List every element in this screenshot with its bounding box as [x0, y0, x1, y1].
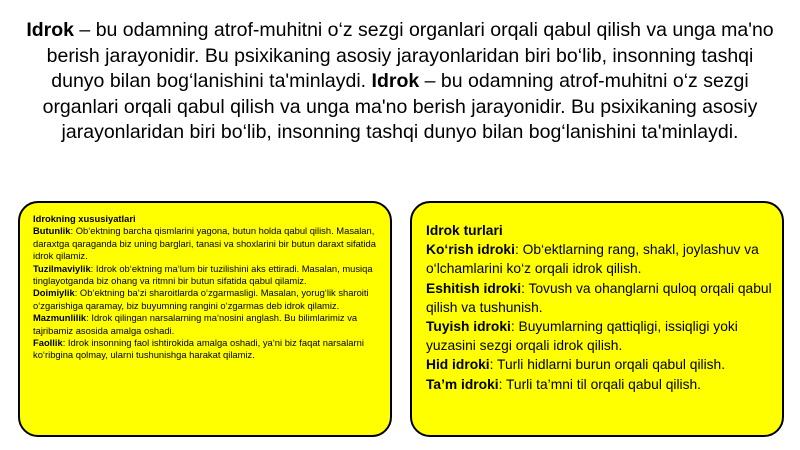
type-item — [426, 240, 772, 278]
property-term: Doimiylik — [33, 287, 75, 299]
property-item — [33, 337, 380, 362]
property-term: Faollik — [33, 337, 63, 349]
property-term: Tuzilmaviylik — [33, 262, 91, 274]
property-text: : Idrok qilingan narsalarning ma‘nosini anglash. Bu bilimlarimiz va tajribamiz asosida amalga oshadi. — [33, 312, 358, 336]
property-text: : Ob‘ektning ba‘zi sharoitlarda o‘zgarmasligi. Masalan, yorug‘lik sharoiti o‘zgarishiga qaramay, biz buyumning rangini o‘zgarmas deb idrok qilamiz. — [33, 287, 369, 311]
intro-paragraph — [20, 18, 780, 146]
type-term: Ko‘rish idroki — [426, 242, 515, 258]
property-term: Butunlik — [33, 225, 71, 237]
property-item — [33, 312, 380, 337]
type-item — [426, 279, 772, 317]
property-item — [33, 287, 380, 312]
types-card — [410, 201, 784, 437]
property-term: Mazmunlilik — [33, 312, 87, 324]
type-text: : Turli ta’mni til orqali qabul qilish. — [498, 376, 702, 392]
intro-term-1: Idrok — [26, 19, 75, 41]
property-text: : Ob‘ektning barcha qismlarini yagona, butun holda qabul qilish. Masalan, daraxtga qaraganda biz uning barglari, tanasi va shoxlarini bir butun daraxt sifatida idrok qilamiz. — [33, 225, 376, 262]
type-text: : Ob‘ektlarning rang, shakl, joylashuv va o‘lchamlarini ko‘z orqali idrok qilish. — [426, 242, 759, 277]
types-heading: Idrok turlari — [426, 223, 503, 238]
type-term: Hid idroki — [426, 357, 490, 373]
type-text: : Turli hidlarni burun orqali qabul qilish. — [489, 357, 726, 373]
intro-text-2: – bu odamning atrof-muhitni o‘z sezgi organlari orqali qabul qilish va unga ma'no berish jarayonidir. Bu psixikaning asosiy jarayonlaridan biri bo‘lib, insonning tashqi dunyo bilan bog‘lanishini ta'minlaydi. — [42, 70, 758, 143]
type-text: : Tovush va ohanglarni quloq orqali qabul qilish va tushunish. — [426, 280, 772, 315]
type-item — [426, 317, 772, 355]
type-term: Ta’m idroki — [426, 376, 499, 392]
type-item — [426, 355, 772, 374]
properties-heading: Idrokning xususiyatlari — [33, 213, 136, 224]
type-term: Eshitish idroki — [426, 280, 522, 296]
property-item — [33, 225, 380, 262]
type-item — [426, 375, 772, 394]
intro-text-1: – bu odamning atrof-muhitni o‘z sezgi organlari orqali qabul qilish va unga ma'no berish jarayonidir. Bu psixikaning asosiy jarayonlaridan biri bo‘lib, insonning tashqi dunyo bilan bog‘lanishini ta'minlaydi. — [46, 19, 774, 92]
property-text: : Idrok insonning faol ishtirokida amalga oshadi, ya‘ni biz faqat narsalarni ko‘ribgina qolmay, ularni tushunishga harakat qilamiz. — [33, 337, 364, 361]
type-term: Tuyish idroki — [426, 319, 511, 335]
properties-card — [18, 201, 392, 437]
property-text: : Idrok ob‘ektning ma‘lum bir tuzilishini aks ettiradi. Masalan, musiqa tinglayotganda biz ohang va ritmni bir butun sifatida qabul qilamiz. — [33, 262, 373, 287]
property-item — [33, 263, 380, 288]
intro-term-2: Idrok — [371, 70, 420, 92]
type-text: : Buyumlarning qattiqligi, issiqligi yoki yuzasini sezgi orqali idrok qilish. — [426, 319, 738, 354]
